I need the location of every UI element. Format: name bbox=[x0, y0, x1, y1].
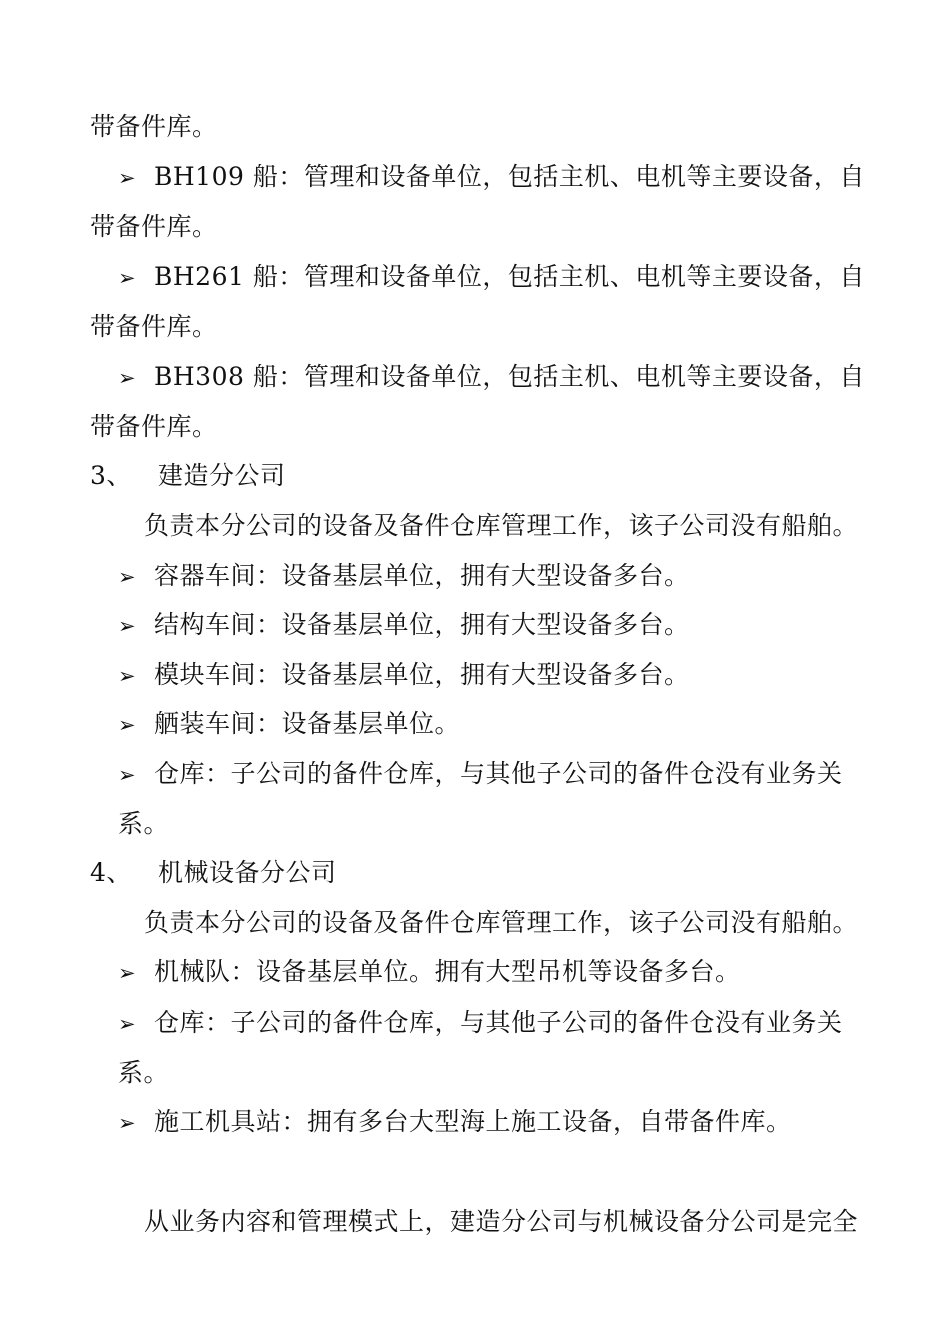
bullet-arrow-icon: ➢ bbox=[118, 166, 137, 190]
text-line: 带备件库。 bbox=[90, 112, 218, 141]
text-line: 带备件库。 bbox=[90, 412, 218, 441]
bullet-arrow-icon: ➢ bbox=[118, 614, 137, 638]
bullet-arrow-icon: ➢ bbox=[118, 961, 137, 985]
text-line: 带备件库。 bbox=[90, 212, 218, 241]
text-line: 系。 bbox=[118, 809, 170, 838]
paragraph: 负责本分公司的设备及备件仓库管理工作，该子公司没有船舶。 bbox=[144, 511, 859, 540]
bullet-item: ➢ 仓库：子公司的备件仓库，与其他子公司的备件仓没有业务关 bbox=[118, 1008, 843, 1037]
paragraph: 负责本分公司的设备及备件仓库管理工作，该子公司没有船舶。 bbox=[144, 908, 859, 937]
bullet-arrow-icon: ➢ bbox=[118, 664, 137, 688]
bullet-item: ➢ 容器车间：设备基层单位，拥有大型设备多台。 bbox=[118, 561, 690, 590]
bullet-arrow-icon: ➢ bbox=[118, 366, 137, 390]
section-heading-4: 4、 机械设备分公司 bbox=[90, 858, 337, 887]
bullet-item: ➢ 施工机具站：拥有多台大型海上施工设备，自带备件库。 bbox=[118, 1107, 792, 1136]
bullet-item-bh109: ➢ BH109 船：管理和设备单位，包括主机、电机等主要设备，自 bbox=[118, 162, 865, 191]
bullet-item-bh261: ➢ BH261 船：管理和设备单位，包括主机、电机等主要设备，自 bbox=[118, 262, 865, 291]
bullet-item-bh308: ➢ BH308 船：管理和设备单位，包括主机、电机等主要设备，自 bbox=[118, 362, 865, 391]
bullet-item: ➢ 舾装车间：设备基层单位。 bbox=[118, 709, 461, 738]
bullet-arrow-icon: ➢ bbox=[118, 1111, 137, 1135]
bullet-item: ➢ 模块车间：设备基层单位，拥有大型设备多台。 bbox=[118, 660, 690, 689]
bullet-arrow-icon: ➢ bbox=[118, 266, 137, 290]
bullet-arrow-icon: ➢ bbox=[118, 713, 137, 737]
bullet-item: ➢ 仓库：子公司的备件仓库，与其他子公司的备件仓没有业务关 bbox=[118, 759, 843, 788]
text-line: 带备件库。 bbox=[90, 312, 218, 341]
bullet-item: ➢ 机械队：设备基层单位。拥有大型吊机等设备多台。 bbox=[118, 957, 741, 986]
paragraph: 从业务内容和管理模式上，建造分公司与机械设备分公司是完全 bbox=[144, 1207, 859, 1236]
bullet-arrow-icon: ➢ bbox=[118, 565, 137, 589]
section-heading-3: 3、 建造分公司 bbox=[90, 461, 286, 490]
bullet-arrow-icon: ➢ bbox=[118, 1012, 137, 1036]
bullet-arrow-icon: ➢ bbox=[118, 763, 137, 787]
bullet-item: ➢ 结构车间：设备基层单位，拥有大型设备多台。 bbox=[118, 610, 690, 639]
text-line: 系。 bbox=[118, 1058, 170, 1087]
